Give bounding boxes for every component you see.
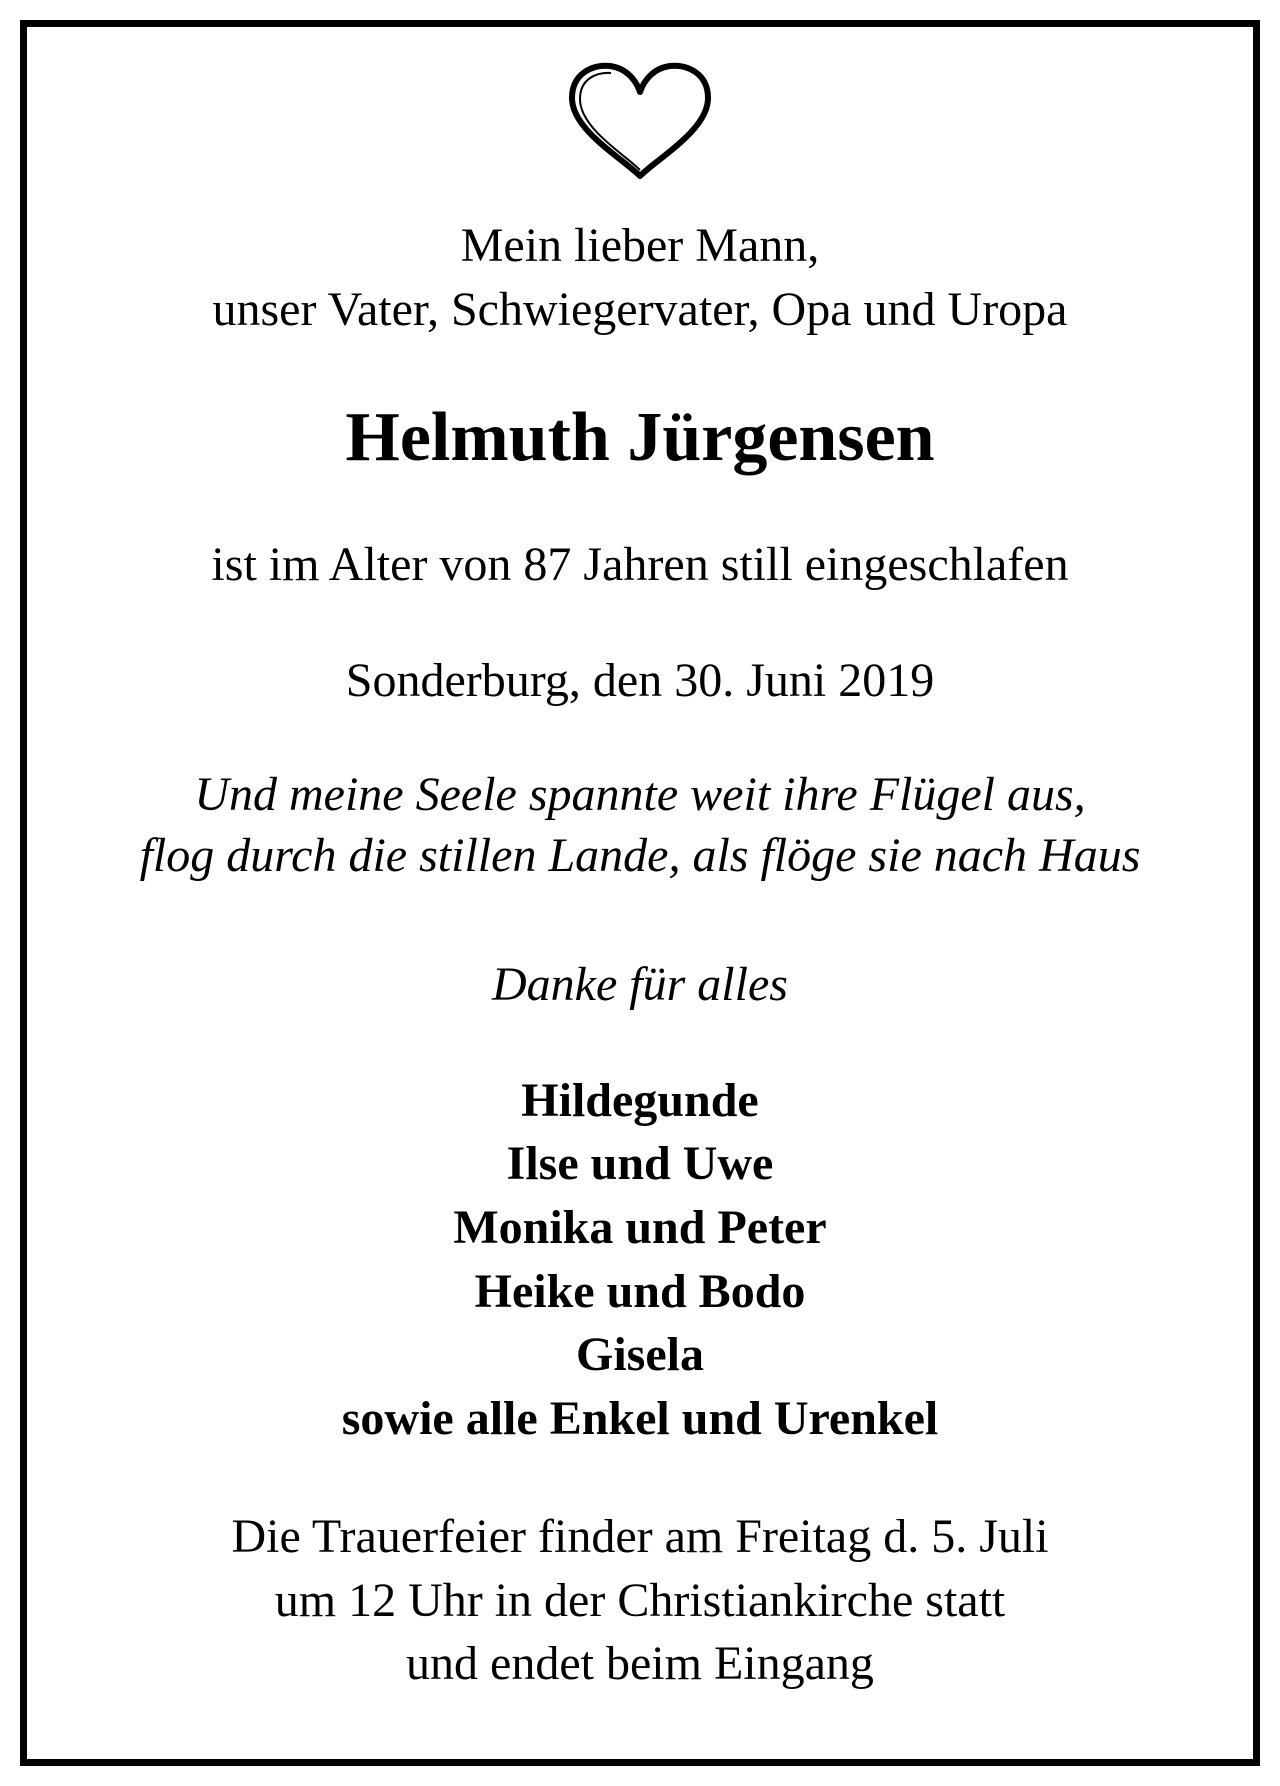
thanks-line: Danke für alles	[492, 958, 788, 1011]
service-line-1: Die Trauerfeier finder am Freitag d. 5. Juli	[231, 1510, 1049, 1563]
place-date: Sonderburg, den 30. Juni 2019	[345, 654, 935, 707]
mourner-3: Monika und Peter	[453, 1201, 827, 1254]
obituary-frame	[20, 20, 1260, 1766]
mourner-5: Gisela	[576, 1328, 704, 1381]
age-statement: ist im Alter von 87 Jahren still eingeschlafen	[211, 538, 1069, 591]
mourner-4: Heike und Bodo	[474, 1265, 806, 1318]
heart-outline-icon	[560, 58, 720, 188]
mourner-6: sowie alle Enkel und Urenkel	[341, 1392, 939, 1445]
deceased-name: Helmuth Jürgensen	[345, 399, 935, 476]
mourner-1: Hildegunde	[521, 1074, 759, 1127]
intro-line-2: unser Vater, Schwiegervater, Opa und Uropa	[212, 283, 1068, 336]
service-line-2: um 12 Uhr in der Christiankirche statt	[274, 1574, 1006, 1627]
quote-line-2: flog durch die stillen Lande, als flöge sie nach Haus	[139, 829, 1141, 882]
intro-line-1: Mein lieber Mann,	[460, 219, 820, 272]
quote-line-1: Und meine Seele spannte weit ihre Flügel aus,	[194, 768, 1086, 821]
service-line-3: und endet beim Eingang	[406, 1637, 874, 1690]
mourner-2: Ilse und Uwe	[506, 1137, 774, 1190]
